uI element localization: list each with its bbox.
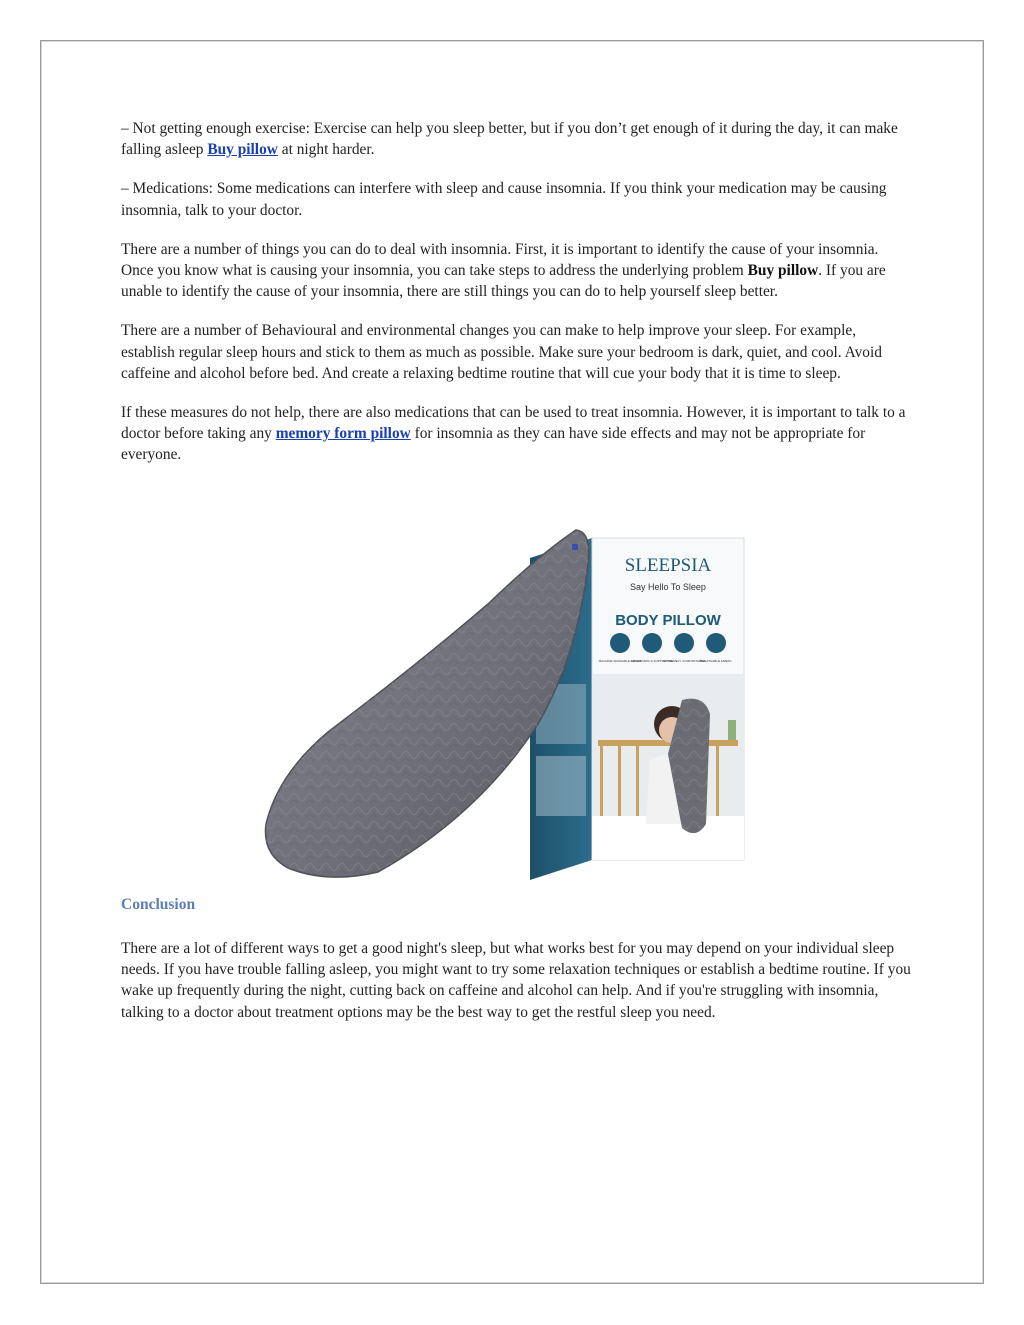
feature-label: ERGONOMIC & SUPPORTIVE xyxy=(631,659,673,663)
article-body xyxy=(121,118,911,484)
paragraph-text: . If you are unable to identify the cause of your insomnia, there are still things you can do to help yourself sleep better. xyxy=(121,262,886,301)
feature-label: EXTREMELY COMFORTABLE xyxy=(663,659,705,663)
memory-form-pillow-link[interactable]: memory form pillow xyxy=(275,425,411,443)
conclusion-heading: Conclusion xyxy=(121,896,196,913)
brand-logo-text: SLEEPSIA xyxy=(624,555,712,576)
breathable-icon xyxy=(706,633,726,653)
box-title: BODY PILLOW xyxy=(615,612,721,629)
buy-pillow-link[interactable]: Buy pillow xyxy=(207,141,278,159)
paragraph-deal-with-insomnia xyxy=(121,239,911,303)
paragraph-text: There are a number of things you can do to deal with insomnia. First, it is important to identify the cause of your insomnia. Once you know what is causing your insomnia, you can take steps to address the underlying problem xyxy=(121,240,879,280)
body-pillow-product-image xyxy=(258,524,748,880)
comfort-icon xyxy=(674,633,694,653)
paragraph-medications-treatment xyxy=(121,402,911,466)
ergonomic-icon xyxy=(642,633,662,653)
buy-pillow-bold: Buy pillow xyxy=(747,262,819,280)
box-front-panel xyxy=(592,538,744,860)
box-lifestyle-photo xyxy=(592,674,744,860)
paragraph-text: at night harder. xyxy=(277,141,375,159)
feature-label: BREATHABLE FABRIC xyxy=(700,659,732,663)
pillow-tag xyxy=(572,544,578,550)
conclusion-paragraph: There are a lot of different ways to get a good night's sleep, but what works best for you may depend on your individual sleep needs. If you have trouble falling asleep, you might want to try some relaxation techniques or establish a bedtime routine. If you wake up frequently during the night, cutting back on caffeine and alcohol can help. And if you're struggling with insomnia, talking to a doctor about treatment options may be the best way to get the restful sleep you need. xyxy=(121,940,911,1021)
paragraph-medications: – Medications: Some medications can interfere with sleep and cause insomnia. If you think your medication may be causing insomnia, talk to your doctor. xyxy=(121,180,887,219)
paragraph-exercise xyxy=(121,118,911,160)
washable-icon xyxy=(610,633,630,653)
paragraph-text: for insomnia as they can have side effects and may not be appropriate for everyone. xyxy=(121,425,866,464)
paragraph-text: – Not getting enough exercise: Exercise can help you sleep better, but if you don’t get enough of it during the day, it can make falling asleep xyxy=(121,120,898,159)
paragraph-text: If these measures do not help, there are also medications that can be used to treat insomnia. However, it is important to talk to a doctor before taking any xyxy=(121,404,906,443)
feature-label: MACHINE WASHABLE COVER xyxy=(598,659,642,663)
brand-tagline: Say Hello To Sleep xyxy=(630,582,706,592)
paragraph-behavioural-changes: There are a number of Behavioural and environmental changes you can make to help improve your sleep. For example, establish regular sleep hours and stick to them as much as possible. Make sure your bedroom is dark, quiet, and cool. Avoid caffeine and alcohol before bed. And create a relaxing bedtime routine that will cue your body that it is time to sleep. xyxy=(121,322,882,382)
